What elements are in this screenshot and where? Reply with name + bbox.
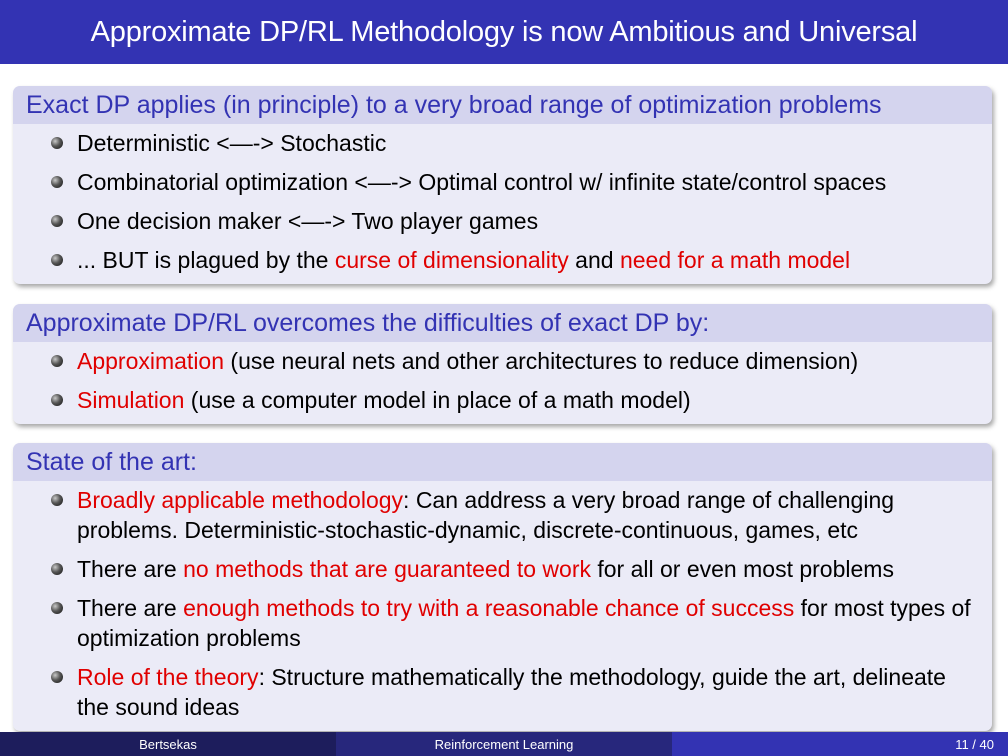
footer-author: Bertsekas — [0, 732, 336, 756]
bullet-icon — [51, 563, 63, 575]
block-approximate-dp — [13, 304, 992, 424]
list-item: Role of the theory: Structure mathematically the methodology, guide the art, delineate the sound ideas — [13, 662, 992, 722]
list-item: Broadly applicable methodology: Can address a very broad range of challenging problems. Deterministic-stochastic-dynamic, discrete-continuous, games, etc — [13, 485, 992, 545]
bullet-icon — [51, 602, 63, 614]
footer-course: Reinforcement Learning — [336, 732, 672, 756]
bullet-icon — [51, 215, 63, 227]
bullet-icon — [51, 394, 63, 406]
footer-page-number: 11 / 40 — [672, 732, 1008, 756]
block-exact-dp — [13, 86, 992, 284]
list-item: Deterministic <—-> Stochastic — [13, 128, 992, 158]
bullet-icon — [51, 176, 63, 188]
list-item: There are enough methods to try with a reasonable chance of success for most types of optimization problems — [13, 593, 992, 653]
block-state-of-the-art — [13, 443, 992, 731]
slide-title: Approximate DP/RL Methodology is now Ambitious and Universal — [90, 15, 918, 48]
bullet-icon — [51, 137, 63, 149]
list-item: Combinatorial optimization <—-> Optimal control w/ infinite state/control spaces — [13, 167, 992, 197]
block-state-of-the-art-heading: State of the art: — [13, 443, 992, 481]
bullet-icon — [51, 254, 63, 266]
list-item: There are no methods that are guaranteed to work for all or even most problems — [13, 554, 992, 584]
bullet-icon — [51, 494, 63, 506]
list-item: Simulation (use a computer model in place of a math model) — [13, 385, 992, 415]
slide-title-bar — [0, 0, 1008, 64]
list-item: One decision maker <—-> Two player games — [13, 206, 992, 236]
list-item: Approximation (use neural nets and other architectures to reduce dimension) — [13, 346, 992, 376]
bullet-icon — [51, 355, 63, 367]
block-approximate-dp-heading: Approximate DP/RL overcomes the difficulties of exact DP by: — [13, 304, 992, 342]
bullet-icon — [51, 671, 63, 683]
list-item: ... BUT is plagued by the curse of dimensionality and need for a math model — [13, 245, 992, 275]
slide-footer — [0, 732, 1008, 756]
block-exact-dp-heading: Exact DP applies (in principle) to a very broad range of optimization problems — [13, 86, 992, 124]
